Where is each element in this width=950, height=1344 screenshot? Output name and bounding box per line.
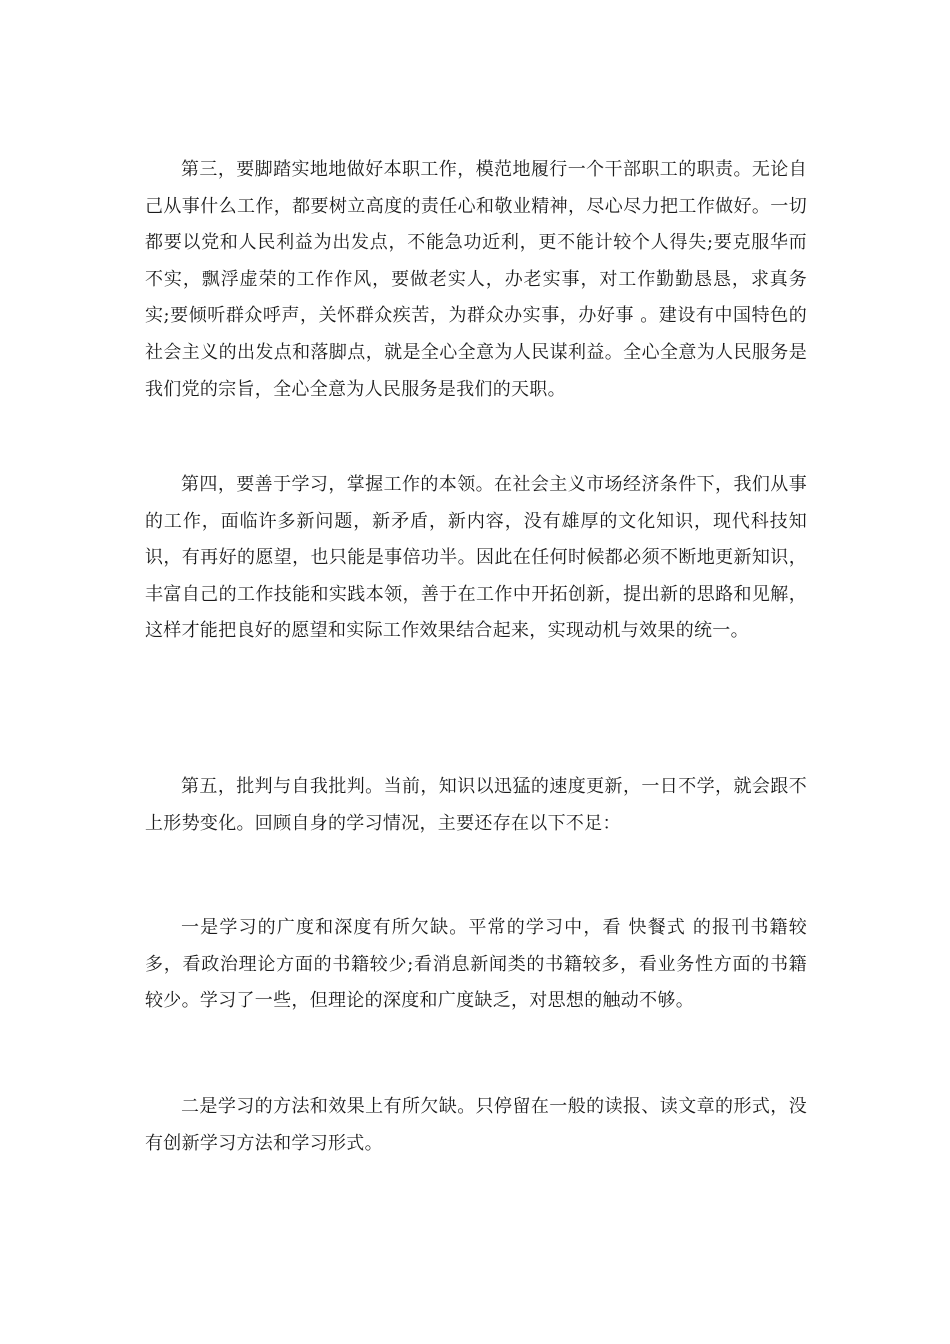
paragraph-third-point: 第三，要脚踏实地地做好本职工作，模范地履行一个干部职工的职责。无论自己从事什么工作，都要树立高度的责任心和敬业精神，尽心尽力把工作做好。一切都要以党和人民利益为出发点，不能急功近利，更不能计较个人得失;要克服华而不实，飘浮虚荣的工作作风，要做老实人，办老实事，对工作勤勤恳恳，求真务实;要倾听群众呼声，关怀群众疾苦，为群众办实事，办好事 。建设有中国特色的社会主义的出发点和落脚点，就是全心全意为人民谋利益。全心全意为人民服务是我们党的宗旨，全心全意为人民服务是我们的天职。	[145, 159, 807, 400]
paragraph-shortcoming-two: 二是学习的方法和效果上有所欠缺。只停留在一般的读报、读文章的形式，没有创新学习方法和学习形式。	[145, 1096, 807, 1154]
paragraph-shortcoming-one: 一是学习的广度和深度有所欠缺。平常的学习中，看 快餐式 的报刊书籍较多，看政治理论方面的书籍较少;看消息新闻类的书籍较多，看业务性方面的书籍较少。学习了一些，但理论的深度和广度缺乏，对思想的触动不够。	[145, 917, 807, 1012]
paragraph-fifth-point: 第五，批判与自我批判。当前，知识以迅猛的速度更新，一日不学，就会跟不上形势变化。回顾自身的学习情况，主要还存在以下不足：	[145, 776, 807, 834]
paragraph-fourth-point: 第四，要善于学习，掌握工作的本领。在社会主义市场经济条件下，我们从事的工作，面临许多新问题，新矛盾，新内容，没有雄厚的文化知识，现代科技知识，有再好的愿望，也只能是事倍功半。因此在任何时候都必须不断地更新知识，丰富自己的工作技能和实践本领，善于在工作中开拓创新，提出新的思路和见解，这样才能把良好的愿望和实际工作效果结合起来，实现动机与效果的统一。	[145, 474, 807, 642]
